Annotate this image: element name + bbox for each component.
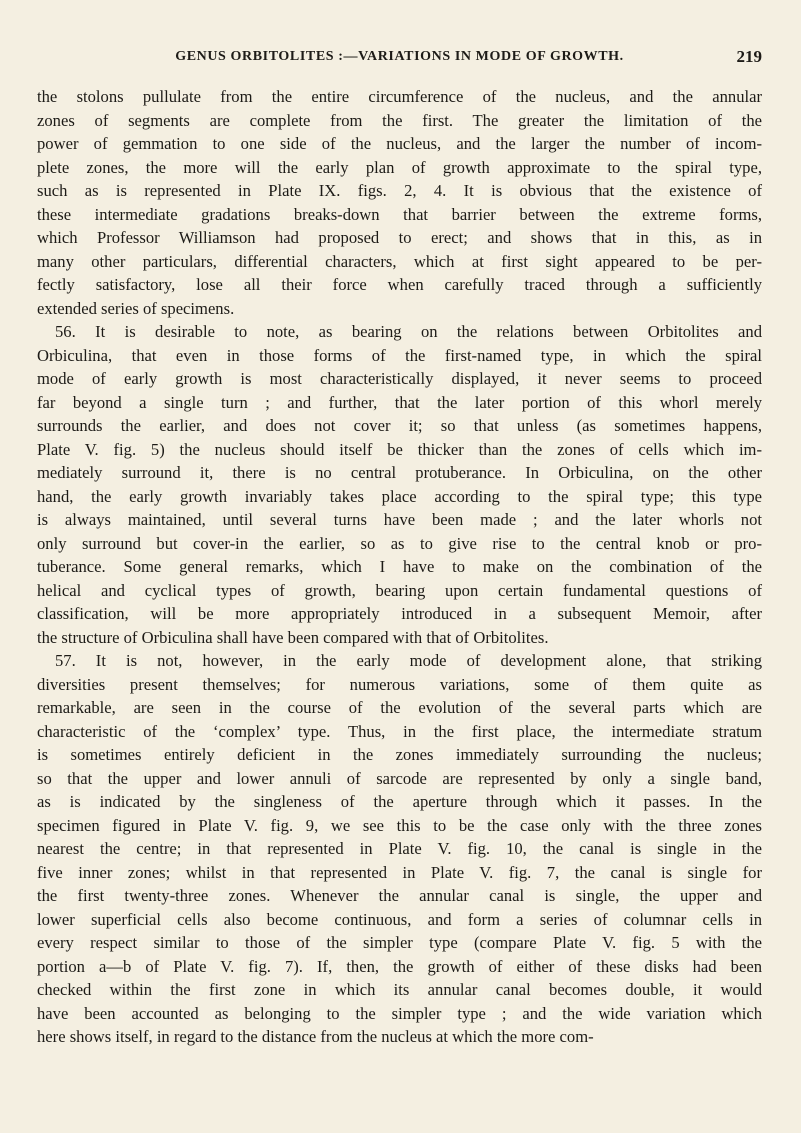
- text-line: so that the upper and lower annuli of sarcode are represented by only a single band,: [37, 768, 762, 788]
- text-line: many other particulars, differential characters, which at first sight appeared to be per-: [37, 251, 762, 271]
- text-line: which Professor Williamson had proposed to erect; and shows that in this, as in: [37, 228, 762, 247]
- text-line: is sometimes entirely deficient in the zones immediately surrounding the nucleus;: [37, 745, 762, 764]
- text-line: extended series of specimens.: [37, 298, 235, 318]
- running-title: GENUS ORBITOLITES :—VARIATIONS IN MODE OF GROWTH.: [175, 49, 624, 64]
- text-line: mediately surround it, there is no central protuberance. In Orbiculina, on the other: [37, 463, 762, 482]
- paragraph-57-start: 57. It is not, however, in the early mode of development alone, that striking: [55, 651, 762, 670]
- text-line: classification, will be more appropriately introduced in a subsequent Memoir, after: [37, 604, 762, 623]
- text-line: have been accounted as belonging to the simpler type ; and the wide variation which: [37, 1003, 762, 1023]
- text-line: five inner zones; whilst in that represented in Plate V. fig. 7, the canal is single for: [37, 862, 762, 882]
- text-line: as is indicated by the singleness of the aperture through which it passes. In the: [37, 792, 762, 811]
- body-text: [37, 85, 762, 1049]
- text-line: plete zones, the more will the early plan of growth approximate to the spiral type,: [37, 157, 762, 177]
- text-line: mode of early growth is most characteristically displayed, it never seems to proceed: [37, 369, 762, 388]
- text-line: hand, the early growth invariably takes place according to the spiral type; this type: [37, 486, 762, 506]
- text-line: these intermediate gradations breaks-down that barrier between the extreme forms,: [37, 204, 762, 224]
- text-line: characteristic of the ‘complex’ type. Thus, in the first place, the intermediate stratum: [37, 721, 762, 741]
- text-line: Plate V. fig. 5) the nucleus should itself be thicker than the zones of cells which im-: [37, 439, 762, 459]
- text-line: remarkable, are seen in the course of the evolution of the several parts which are: [37, 698, 762, 717]
- text-line: the structure of Orbiculina shall have been compared with that of Orbitolites.: [37, 627, 549, 647]
- paragraph-56-start: 56. It is desirable to note, as bearing on the relations between Orbitolites and: [55, 322, 762, 341]
- text-line: zones of segments are complete from the first. The greater the limitation of the: [37, 110, 762, 130]
- text-line: far beyond a single turn ; and further, that the later portion of this whorl merely: [37, 392, 762, 412]
- text-line: only surround but cover-in the earlier, so as to give rise to the central knob or pro-: [37, 533, 762, 553]
- text-line: diversities present themselves; for numerous variations, some of them quite as: [37, 674, 762, 694]
- text-line: Orbiculina, that even in those forms of the first-named type, in which the spiral: [37, 345, 762, 365]
- text-line: specimen figured in Plate V. fig. 9, we see this to be the case only with the three zones: [37, 815, 762, 835]
- text-line: is always maintained, until several turns have been made ; and the later whorls not: [37, 510, 762, 529]
- text-line: checked within the first zone in which its annular canal becomes double, it would: [37, 980, 762, 999]
- text-line: the first twenty-three zones. Whenever the annular canal is single, the upper and: [37, 886, 762, 905]
- text-line: portion a—b of Plate V. fig. 7). If, then, the growth of either of these disks had been: [37, 956, 762, 976]
- text-line: lower superficial cells also become continuous, and form a series of columnar cells in: [37, 909, 762, 929]
- text-line: here shows itself, in regard to the distance from the nucleus at which the more com-: [37, 1027, 594, 1046]
- text-line: nearest the centre; in that represented in Plate V. fig. 10, the canal is single in the: [37, 839, 762, 858]
- text-line: fectly satisfactory, lose all their force when carefully traced through a sufficiently: [37, 275, 762, 294]
- text-line: every respect similar to those of the simpler type (compare Plate V. fig. 5 with the: [37, 933, 762, 952]
- text-line: surrounds the earlier, and does not cover it; so that unless (as sometimes happens,: [37, 416, 762, 435]
- text-line: such as is represented in Plate IX. figs. 2, 4. It is obvious that the existence of: [37, 181, 762, 200]
- text-line: tuberance. Some general remarks, which I have to make on the combination of the: [37, 557, 762, 576]
- page-number: 219: [736, 47, 762, 66]
- text-line: power of gemmation to one side of the nucleus, and the larger the number of incom-: [37, 134, 762, 153]
- text-line: helical and cyclical types of growth, bearing upon certain fundamental questions of: [37, 580, 762, 600]
- running-header: [37, 49, 762, 75]
- text-line: the stolons pullulate from the entire circumference of the nucleus, and the annular: [37, 87, 762, 106]
